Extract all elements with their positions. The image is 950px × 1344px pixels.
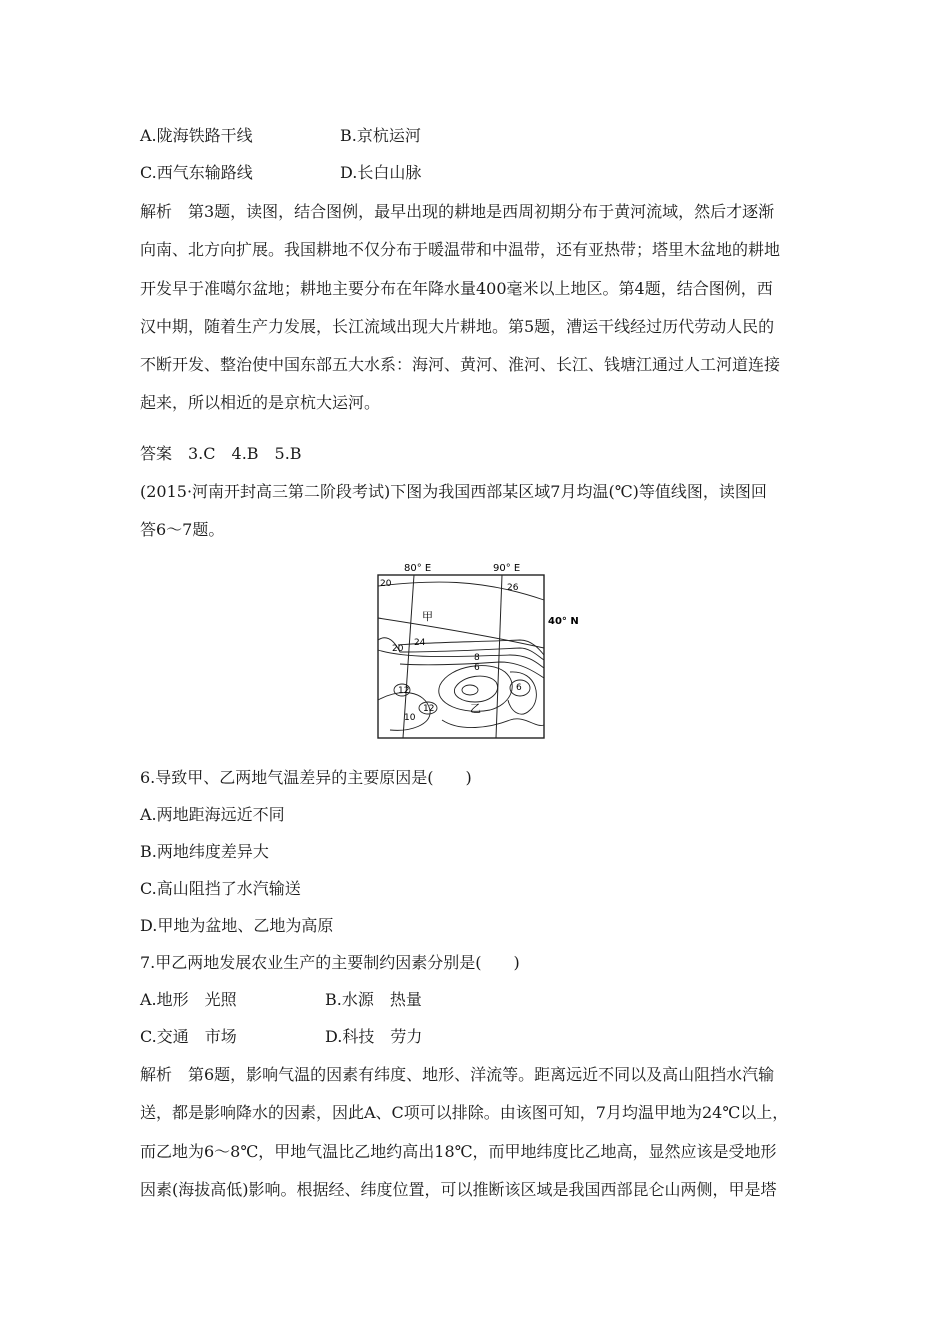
q6-option-d: D.甲地为盆地、乙地为高原 bbox=[140, 916, 334, 935]
lon-label-80e: 80° E bbox=[404, 563, 432, 574]
contour-label: 20 bbox=[380, 579, 392, 589]
isotherm-map bbox=[370, 560, 590, 745]
q7-option-c: C.交通 市场 bbox=[140, 1027, 237, 1046]
analysis-6-7-line: 送，都是影响降水的因素，因此A、C项可以排除。由该图可知，7月均温甲地为24℃以上， bbox=[140, 1103, 789, 1123]
contour-label: 12 bbox=[423, 704, 435, 714]
meridian-90e bbox=[496, 575, 502, 738]
answer-3-5: 答案 3.C 4.B 5.B bbox=[140, 444, 302, 463]
isotherm-line bbox=[400, 662, 544, 678]
contour-label: 12 bbox=[398, 686, 410, 696]
q5-option-c: C.西气东输路线 bbox=[140, 163, 253, 182]
contour-label: 26 bbox=[507, 583, 519, 593]
lat-label-40n: 40° N bbox=[548, 616, 579, 627]
q6-stem: 6.导致甲、乙两地气温差异的主要原因是( ) bbox=[140, 768, 472, 787]
intro-line: (2015·河南开封高三第二阶段考试)下图为我国西部某区域7月均温(℃)等值线图，读图回 bbox=[140, 482, 767, 501]
q6-option-b: B.两地纬度差异大 bbox=[140, 842, 269, 861]
contour-label: 6 bbox=[516, 683, 522, 693]
analysis-3-5-line: 不断开发、整治使中国东部五大水系：海河、黄河、淮河、长江、钱塘江通过人工河道连接 bbox=[140, 355, 781, 375]
question-intro bbox=[140, 473, 812, 550]
place-label-jia: 甲 bbox=[422, 610, 433, 623]
isotherm-line bbox=[442, 719, 544, 728]
analysis-6-7-line: 解析 第6题，影响气温的因素有纬度、地形、洋流等。距离远近不同以及高山阻挡水汽输 bbox=[140, 1065, 775, 1084]
intro-line: 答6～7题。 bbox=[140, 520, 225, 540]
lon-label-90e: 90° E bbox=[493, 563, 521, 574]
analysis-3-5-line: 解析 第3题，读图，结合图例，最早出现的耕地是西周初期分布于黄河流域，然后才逐渐 bbox=[140, 202, 775, 221]
q7-option-a: A.地形 光照 bbox=[140, 990, 237, 1009]
q6-option-a: A.两地距海远近不同 bbox=[140, 805, 285, 824]
isotherm-6 bbox=[454, 676, 497, 702]
q6-option-c: C.高山阻挡了水汽输送 bbox=[140, 879, 301, 898]
analysis-6-7-line: 因素(海拔高低)影响。根据经、纬度位置，可以推断该区域是我国西部昆仑山两侧，甲是塔 bbox=[140, 1179, 777, 1199]
q5-option-d: D.长白山脉 bbox=[340, 163, 422, 182]
contour-label: 10 bbox=[404, 713, 416, 723]
contour-label: 20 bbox=[392, 644, 404, 654]
analysis-3-5-line: 汉中期，随着生产力发展，长江流域出现大片耕地。第5题，漕运干线经过历代劳动人民的 bbox=[140, 316, 775, 336]
isotherm-26 bbox=[378, 582, 544, 600]
q7-stem: 7.甲乙两地发展农业生产的主要制约因素分别是( ) bbox=[140, 953, 520, 972]
analysis-3-5 bbox=[140, 193, 812, 423]
q5-option-a: A.陇海铁路干线 bbox=[140, 126, 253, 145]
analysis-3-5-line: 起来，所以相近的是京杭大运河。 bbox=[140, 393, 381, 413]
analysis-6-7 bbox=[140, 1056, 812, 1209]
contour-label: 24 bbox=[414, 638, 426, 648]
contour-label: 6 bbox=[474, 663, 480, 673]
analysis-6-7-line: 而乙地为6～8℃，甲地气温比乙地约高出18℃，而甲地纬度比乙地高，显然应该是受地形 bbox=[140, 1141, 777, 1161]
isotherm-inner bbox=[462, 685, 478, 695]
q7-option-d: D.科技 劳力 bbox=[325, 1027, 423, 1046]
contour-label: 8 bbox=[474, 653, 480, 663]
analysis-3-5-line: 开发早于准噶尔盆地；耕地主要分布在年降水量400毫米以上地区。第4题，结合图例，西 bbox=[140, 278, 773, 298]
place-label-yi: 乙 bbox=[470, 702, 481, 715]
analysis-3-5-line: 向南、北方向扩展。我国耕地不仅分布于暖温带和中温带，还有亚热带；塔里木盆地的耕地 bbox=[140, 240, 781, 260]
q7-option-b: B.水源 热量 bbox=[325, 990, 422, 1009]
q5-option-b: B.京杭运河 bbox=[340, 126, 421, 145]
